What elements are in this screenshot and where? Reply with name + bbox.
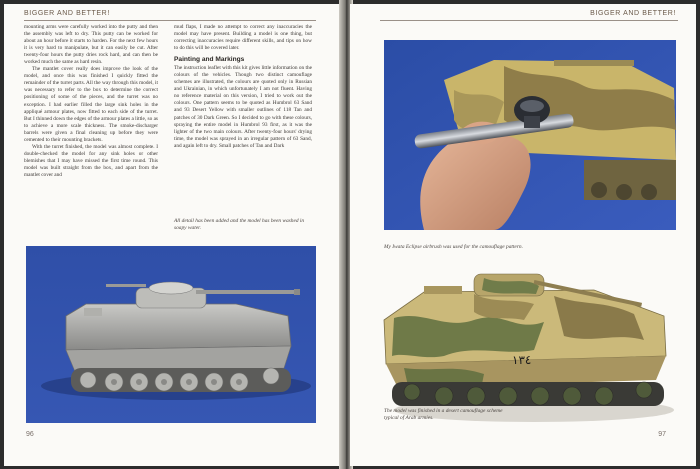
left-header-rule (24, 20, 316, 21)
left-column-a (24, 24, 158, 179)
top-photo-caption: My Iwata Eclipse airbrush was used for the camouflage pattern. (384, 244, 523, 250)
bottom-photo-caption: The model was finished in a desert camouflage scheme typical of Arab armies. (384, 408, 503, 422)
body-paragraph: mounting arms were carefully worked into the putty and then the assembly was left to dry. This putty can be worked for about an hour before it starts to harden. For the next few hours it is very hard to manipulate, but it can easily be cut. After twenty-four hours the putty dries rock hard, and can then be worked much the same as hard resin. (24, 24, 158, 66)
left-photo-caption: All detail has been added and the model has been washed in soapy water. (174, 218, 305, 232)
left-column-b (174, 24, 312, 150)
body-paragraph: The instruction leaflet with this kit gives little information on the colours of the vehicles. Though two distinct camouflage schemes are illustrated, the colours are quoted only in Russian and Ukrainian, in which unfortunately I am not fluent. Having no reference material on this version, I tried to work out the colours. One pattern seems to be quoted as Humbrol 63 Sand and 93 Desert Yellow with smaller outlines of 118 Tan and patches of 30 Dark Green. So I decided to go with these colours, spraying the entire model in Humbrol 93 first, as it was the lighter of the two main colours. After twenty-four hours' drying time, the model was sprayed in an irregular pattern of 63 Sand, and again left to dry. Small patches of Tan and Dark (174, 65, 312, 149)
left-running-header: BIGGER AND BETTER! (24, 10, 110, 17)
camouflaged-model-photo (364, 260, 676, 428)
section-heading: Painting and Markings (174, 56, 245, 64)
airbrush-illustration (384, 40, 676, 230)
right-page (350, 4, 696, 466)
grey-model-illustration (26, 246, 316, 423)
right-page-number: 97 (658, 431, 666, 438)
grey-unpainted-model-photo (26, 246, 316, 423)
left-page-number: 96 (26, 431, 34, 438)
hull-number: ١٣٤ (512, 353, 532, 367)
body-paragraph: With the turret finished, the model was almost complete. I double-checked the model for any sink holes or other blemishes that I may have missed the first time round. This model was built straight from the box, and apart from the mantlet cover and (24, 143, 158, 178)
right-running-header: BIGGER AND BETTER! (590, 10, 676, 17)
airbrush-painting-photo (384, 40, 676, 230)
camouflaged-model-illustration (364, 260, 676, 428)
right-header-rule (380, 20, 678, 21)
left-page (4, 4, 342, 466)
body-paragraph: mud flaps, I made no attempt to correct any inaccuracies the model may have present. Building a model is one thing, but correcting inaccuracies require different skills, and tips on how to do this will be covered later. (174, 24, 312, 52)
body-paragraph: The mantlet cover really does improve the look of the model, and once this was finished I quickly fitted the remainder of the turret parts. All the way through this model, it was necessary to refer to the box to determine the correct positioning of some of the pieces, and the turret was no exception. I had earlier filled the large sink holes in the appliqué armour plates, now fitted to each side of the turret. But I thinned down the edges of the armour plates a little, so as to achieve a more scale thickness. The smoke-discharger barrels were given a final cleaning up before they were cemented to their mounting brackets. (24, 66, 158, 143)
